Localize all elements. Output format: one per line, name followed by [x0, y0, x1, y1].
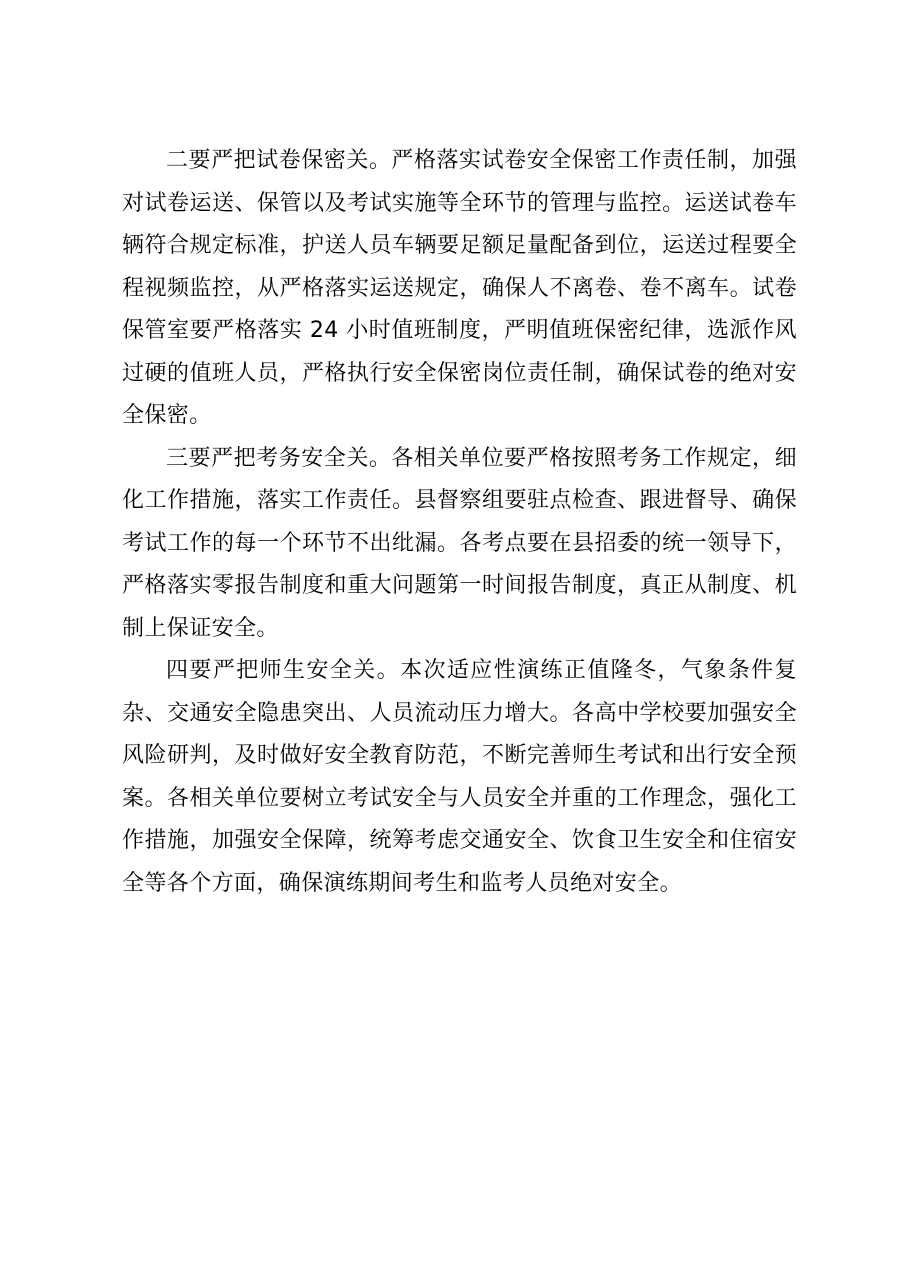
- document-body: [122, 140, 797, 905]
- paragraph-teacher-student-safety: 四要严把师生安全关。本次适应性演练正值隆冬，气象条件复杂、交通安全隐患突出、人员流动压力增大。各高中学校要加强安全风险研判，及时做好安全教育防范，不断完善师生考试和出行安全预案。各相关单位要树立考试安全与人员安全并重的工作理念，强化工作措施，加强安全保障，统筹考虑交通安全、饮食卫生安全和住宿安全等各个方面，确保演练期间考生和监考人员绝对安全。: [122, 658, 797, 896]
- paragraph-exam-affairs-safety: 三要严把考务安全关。各相关单位要严格按照考务工作规定，细化工作措施，落实工作责任。县督察组要驻点检查、跟进督导、确保考试工作的每一个环节不出纰漏。各考点要在县招委的统一领导下，严格落实零报告制度和重大问题第一时间报告制度，真正从制度、机制上保证安全。: [122, 445, 797, 641]
- paragraph-exam-paper-security: 二要严把试卷保密关。严格落实试卷安全保密工作责任制，加强对试卷运送、保管以及考试实施等全环节的管理与监控。运送试卷车辆符合规定标准，护送人员车辆要足额足量配备到位，运送过程要全程视频监控，从严格落实运送规定，确保人不离卷、卷不离车。试卷保管室要严格落实 24 小时值班制度，严明值班保密纪律，选派作风过硬的值班人员，严格执行安全保密岗位责任制，确保试卷的绝对安全保密。: [122, 148, 797, 428]
